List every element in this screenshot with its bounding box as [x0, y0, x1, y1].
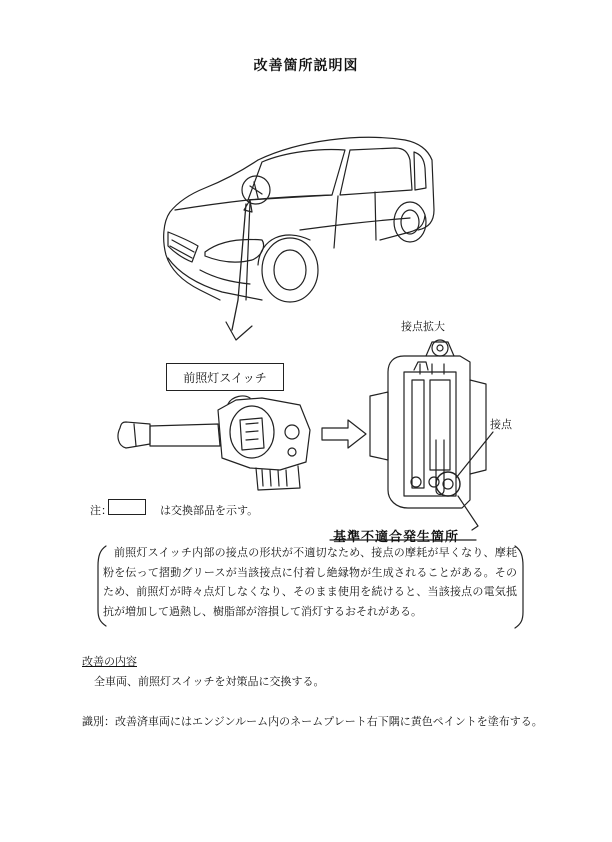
- note-text: は交換部品を示す。: [160, 504, 259, 517]
- identification-text: 識別：改善済車両にはエンジンルーム内のネームプレート右下隅に黄色ペイントを塗布する。: [82, 715, 543, 728]
- remedy-heading: 改善の内容: [82, 655, 137, 668]
- remedy-text: 全車両、前照灯スイッチを対策品に交換する。: [94, 675, 325, 688]
- switch-illustration: [118, 396, 310, 490]
- car-illustration: [164, 137, 434, 302]
- defect-location-label: 基準不適合発生箇所: [333, 530, 460, 545]
- defect-explanation: 前照灯スイッチ内部の接点の形状が不適切なため、接点の摩耗が早くなり、摩耗粉を伝って摺動グリースが当該接点に付着し絶縁物が生成されることがある。そのため、前照灯が時々点灯しなくなり、そのまま使用を続けると、当該接点の電気抵抗が増加して過熱し、樹脂部が溶損して消灯するおそれがある。: [103, 546, 517, 618]
- contact-zoom-label: 接点拡大: [401, 320, 445, 333]
- replacement-part-legend-box: [108, 499, 146, 515]
- contact-label: 接点: [490, 418, 512, 431]
- contact-zoom-illustration: [370, 340, 486, 508]
- note-prefix: 注：: [90, 504, 112, 517]
- page-title: 改善箇所説明図: [253, 58, 359, 74]
- headlight-switch-label: 前照灯スイッチ: [166, 363, 284, 391]
